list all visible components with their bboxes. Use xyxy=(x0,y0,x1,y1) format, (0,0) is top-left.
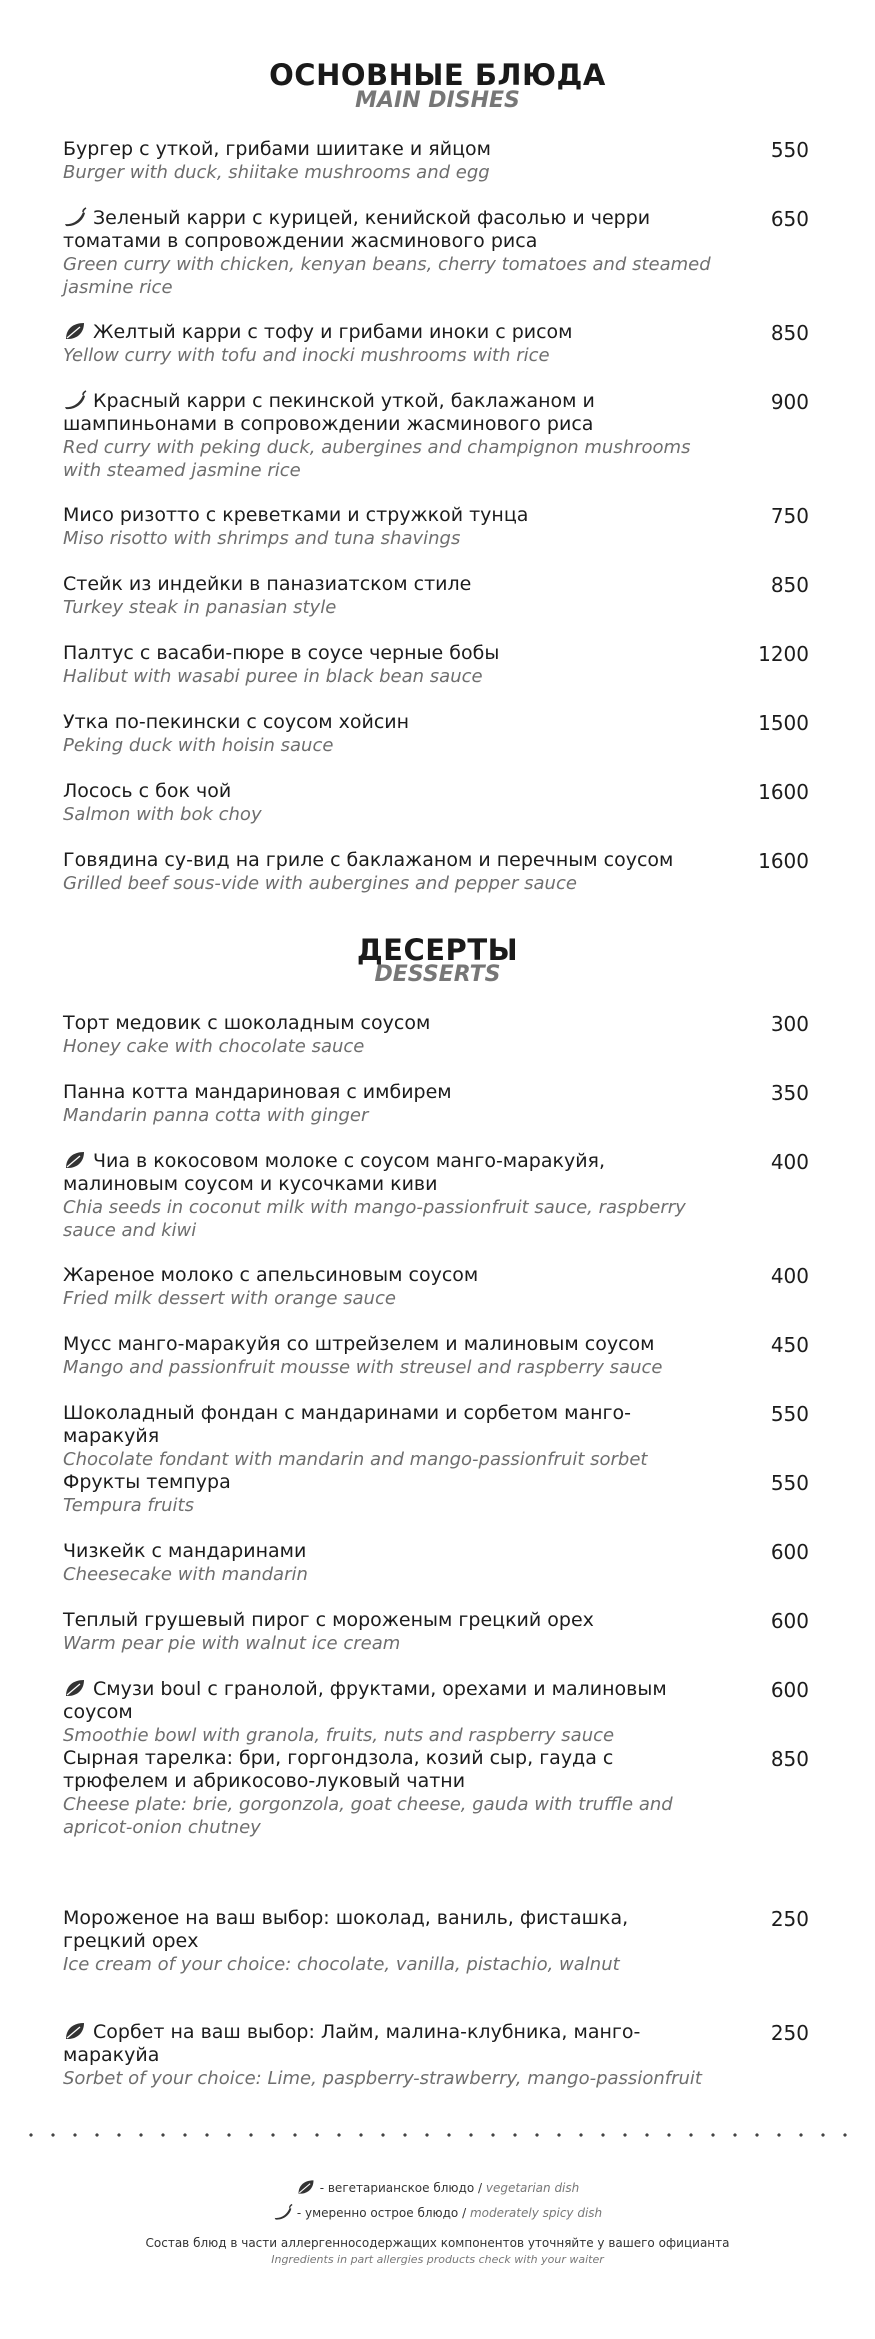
dish-name-en: Warm pear pie with walnut ice cream xyxy=(63,1633,401,1654)
leaf-icon xyxy=(63,1150,87,1170)
dish-price: 900 xyxy=(770,390,809,414)
dish-name-ru: Желтый карри с тофу и грибами иноки с рисом xyxy=(63,321,713,344)
dish-price: 400 xyxy=(770,1264,809,1288)
menu-item xyxy=(63,321,853,367)
leaf-icon xyxy=(63,2021,87,2041)
dish-name-en: Red curry with peking duck, aubergines and champignon mushrooms with steamed jasmine rice xyxy=(63,437,691,481)
dish-name-ru: Торт медовик с шоколадным соусом xyxy=(63,1012,431,1034)
desserts-title: ДЕСЕРТЫ xyxy=(356,933,519,967)
menu-item xyxy=(63,711,853,757)
leaf-icon xyxy=(296,2178,316,2196)
dish-price: 1500 xyxy=(758,711,809,735)
dish-name-en: Salmon with bok choy xyxy=(63,804,262,825)
main-dishes-title: ОСНОВНЫЕ БЛЮДА xyxy=(269,58,606,92)
menu-item xyxy=(63,390,853,482)
dish-price: 600 xyxy=(770,1540,809,1564)
menu-item xyxy=(63,1609,853,1655)
dish-name-en: Yellow curry with tofu and inocki mushrooms with rice xyxy=(63,345,550,366)
menu-item xyxy=(63,1747,853,1839)
dish-name-ru: Утка по-пекински с соусом хойсин xyxy=(63,711,410,733)
legend-vegetarian: - вегетарианское блюдо / vegetarian dish xyxy=(0,2178,875,2196)
dish-name-ru: Бургер с уткой, грибами шиитаке и яйцом xyxy=(63,138,491,160)
dish-price: 550 xyxy=(770,138,809,162)
dish-name-ru: Чизкейк с мандаринами xyxy=(63,1540,307,1562)
dish-price: 650 xyxy=(770,207,809,231)
dish-name-ru: Чиа в кокосовом молоке с соусом манго-маракуйя, малиновым соусом и кусочками киви xyxy=(63,1150,606,1195)
dish-name-en: Peking duck with hoisin sauce xyxy=(63,735,334,756)
dish-name-en: Chocolate fondant with mandarin and mango-passionfruit sorbet xyxy=(63,1449,648,1470)
dish-price: 600 xyxy=(770,1609,809,1633)
dish-name-ru: Смузи boul с гранолой, фруктами, орехами и малиновым соусом xyxy=(63,1678,667,1723)
dish-price: 450 xyxy=(770,1333,809,1357)
dish-name-ru: Фрукты темпура xyxy=(63,1471,231,1493)
menu-item xyxy=(63,1540,853,1586)
dish-name-en: Mandarin panna cotta with ginger xyxy=(63,1105,369,1126)
dish-name-en: Chia seeds in coconut milk with mango-passionfruit sauce, raspberry sauce and kiwi xyxy=(63,1197,686,1241)
dish-name-en: Cheesecake with mandarin xyxy=(63,1564,308,1585)
dish-name-ru: Красный карри с пекинской уткой, баклажаном и шампиньонами в сопровождении жасминового риса xyxy=(63,390,595,435)
menu-item xyxy=(63,849,853,895)
menu-item xyxy=(63,504,853,550)
main-dishes-subtitle: MAIN DISHES xyxy=(355,88,520,113)
menu-item xyxy=(63,138,853,184)
menu-item xyxy=(63,2021,853,2090)
dish-name-en: Cheese plate: brie, gorgonzola, goat cheese, gauda with truffle and apricot-onion chutney xyxy=(63,1794,673,1838)
dish-name-en: Honey cake with chocolate sauce xyxy=(63,1036,365,1057)
menu-item xyxy=(63,642,853,688)
dish-name-en: Grilled beef sous-vide with aubergines and pepper sauce xyxy=(63,873,577,894)
chili-icon xyxy=(63,207,87,227)
dish-name-ru: Сорбет на ваш выбор: Лайм, малина-клубника, манго-маракуйа xyxy=(63,2021,641,2066)
dish-name-en: Fried milk dessert with orange sauce xyxy=(63,1288,396,1309)
dish-name-ru: Панна котта мандариновая с имбирем xyxy=(63,1081,452,1103)
leaf-icon xyxy=(63,1678,87,1698)
dish-name-ru: Жареное молоко с апельсиновым соусом xyxy=(63,1264,479,1286)
menu-item xyxy=(63,1907,853,1976)
allergen-note-en: Ingredients in part allergies products check with your waiter xyxy=(271,2253,604,2266)
dish-name-en: Miso risotto with shrimps and tuna shavings xyxy=(63,528,461,549)
dish-price: 750 xyxy=(770,504,809,528)
menu-item xyxy=(63,1471,853,1517)
dish-name-en: Ice cream of your choice: chocolate, vanilla, pistachio, walnut xyxy=(63,1954,620,1975)
dish-name-ru: Сырная тарелка: бри, горгондзола, козий сыр, гауда с трюфелем и абрикосово-луковый чатни xyxy=(63,1747,614,1792)
dish-price: 250 xyxy=(770,1907,809,1931)
dish-price: 850 xyxy=(770,1747,809,1771)
menu-item xyxy=(63,1150,853,1242)
dish-price: 350 xyxy=(770,1081,809,1105)
dish-price: 400 xyxy=(770,1150,809,1174)
dish-price: 600 xyxy=(770,1678,809,1702)
dish-name-ru: Шоколадный фондан с мандаринами и сорбетом манго-маракуйя xyxy=(63,1402,632,1447)
dish-price: 250 xyxy=(770,2021,809,2045)
dish-name-ru: Лосось с бок чой xyxy=(63,780,232,802)
allergen-note: Состав блюд в части аллергенносодержащих компонентов уточняйте у вашего официанта xyxy=(145,2236,730,2250)
dish-price: 1600 xyxy=(758,849,809,873)
dish-name-en: Halibut with wasabi puree in black bean sauce xyxy=(63,666,483,687)
dish-price: 550 xyxy=(770,1402,809,1426)
dish-price: 850 xyxy=(770,321,809,345)
desserts-subtitle: DESSERTS xyxy=(374,962,501,987)
menu-item xyxy=(63,1678,853,1747)
dish-name-ru: Стейк из индейки в паназиатском стиле xyxy=(63,573,472,595)
dotted-divider xyxy=(20,2132,855,2138)
chili-icon xyxy=(273,2203,293,2221)
chili-icon xyxy=(63,390,87,410)
menu-item xyxy=(63,1012,853,1058)
dish-price: 850 xyxy=(770,573,809,597)
dish-name-en: Turkey steak in panasian style xyxy=(63,597,337,618)
dish-name-en: Green curry with chicken, kenyan beans, cherry tomatoes and steamed jasmine rice xyxy=(63,254,711,298)
menu-item xyxy=(63,780,853,826)
leaf-icon xyxy=(63,321,87,341)
dish-name-ru: Мусс манго-маракуйя со штрейзелем и малиновым соусом xyxy=(63,1333,655,1355)
dish-name-ru: Палтус с васаби-пюре в соусе черные бобы xyxy=(63,642,500,664)
dish-price: 1600 xyxy=(758,780,809,804)
dish-name-ru: Теплый грушевый пирог с мороженым грецкий орех xyxy=(63,1609,594,1631)
dish-name-ru: Зеленый карри с курицей, кенийской фасолью и черри томатами в сопровождении жасминового риса xyxy=(63,207,651,252)
dish-name-en: Tempura fruits xyxy=(63,1495,194,1516)
dish-name-ru: Мороженое на ваш выбор: шоколад, ваниль, фисташка, грецкий орех xyxy=(63,1907,629,1952)
dish-name-ru: Мисо ризотто с креветками и стружкой тунца xyxy=(63,504,529,526)
legend-spicy: - умеренно острое блюдо / moderately spicy dish xyxy=(0,2203,875,2221)
menu-item xyxy=(63,1333,853,1379)
dish-name-en: Smoothie bowl with granola, fruits, nuts and raspberry sauce xyxy=(63,1725,615,1746)
dish-price: 1200 xyxy=(758,642,809,666)
menu-item xyxy=(63,1081,853,1127)
dish-price: 300 xyxy=(770,1012,809,1036)
menu-item xyxy=(63,1264,853,1310)
menu-item xyxy=(63,207,853,299)
dish-price: 550 xyxy=(770,1471,809,1495)
dish-name-en: Burger with duck, shiitake mushrooms and egg xyxy=(63,162,490,183)
dish-name-en: Sorbet of your choice: Lime, paspberry-strawberry, mango-passionfruit xyxy=(63,2068,702,2089)
dish-name-en: Mango and passionfruit mousse with streusel and raspberry sauce xyxy=(63,1357,663,1378)
menu-item xyxy=(63,1402,853,1471)
menu-item xyxy=(63,573,853,619)
dish-name-ru: Говядина су-вид на гриле с баклажаном и перечным соусом xyxy=(63,849,674,871)
